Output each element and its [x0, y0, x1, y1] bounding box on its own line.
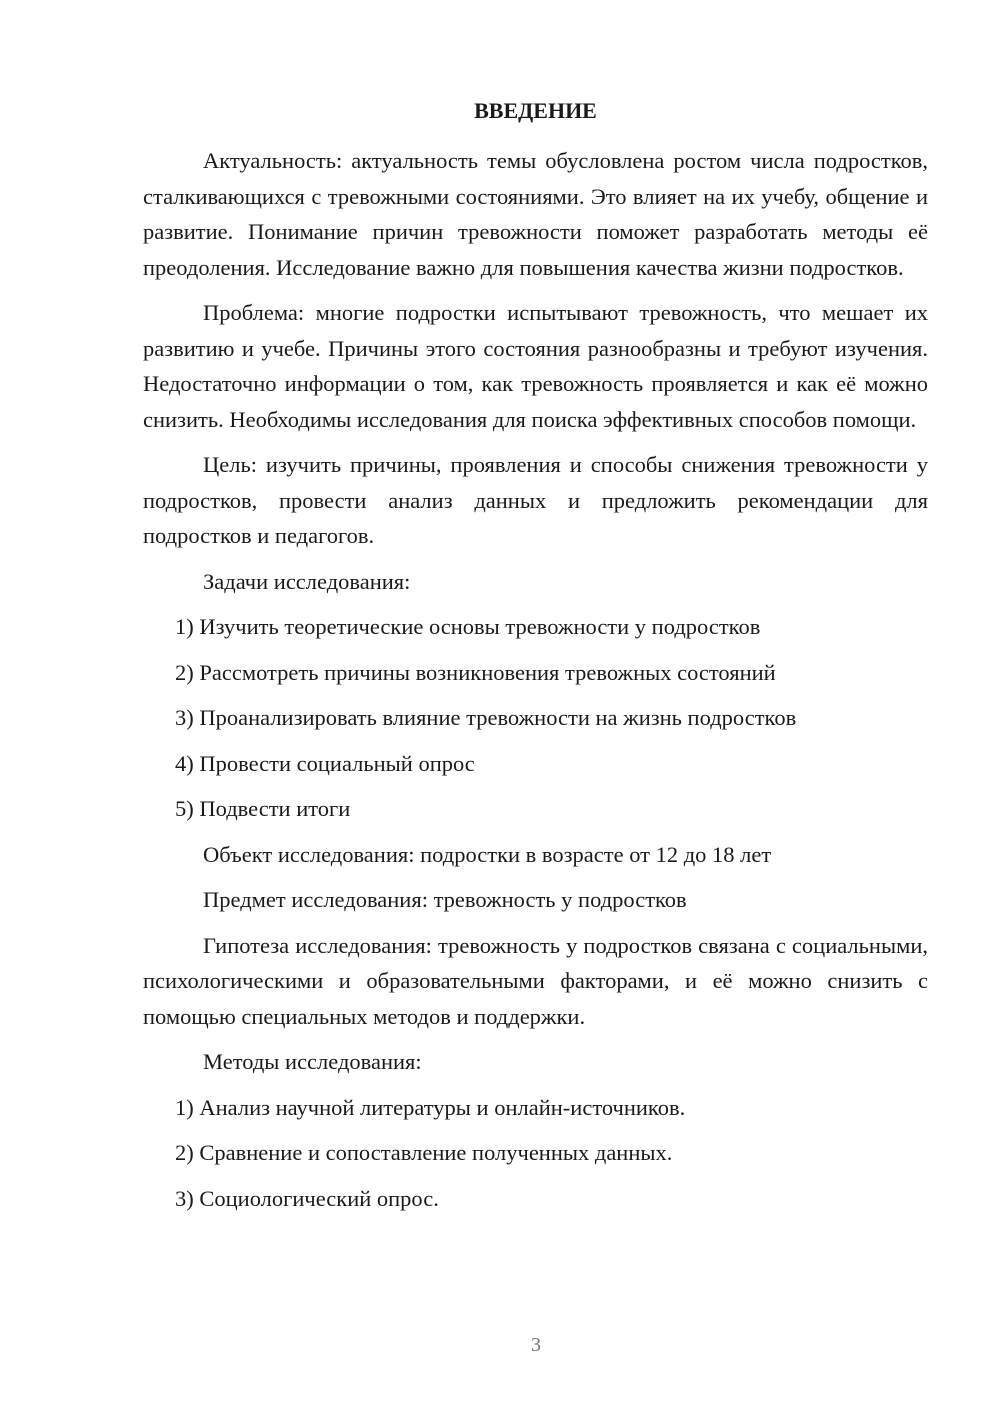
- hypothesis-paragraph: Гипотеза исследования: тревожность у подростков связана с социальными, психологическими и образовательными факторами, и её можно снизить с помощью специальных методов и поддержки.: [143, 932, 928, 1029]
- relevance-paragraph: Актуальность: актуальность темы обусловлена ростом числа подростков, сталкивающихся с тревожными состояниями. Это влияет на их учебу, общение и развитие. Понимание причин тревожности поможет разработать методы её преодоления. Исследование важно для повышения качества жизни подростков.: [143, 148, 928, 280]
- problem-paragraph: Проблема: многие подростки испытывают тревожность, что мешает их развитию и учебе. Причины этого состояния разнообразны и требуют изучения. Недостаточно информации о том, как тревожность проявляется и как её можно снизить. Необходимы исследования для поиска эффективных способов помощи.: [143, 300, 928, 432]
- task-item: 3) Проанализировать влияние тревожности на жизнь подростков: [175, 705, 797, 730]
- task-item: 5) Подвести итоги: [175, 796, 351, 821]
- tasks-heading: Задачи исследования:: [203, 568, 411, 594]
- task-item: 4) Провести социальный опрос: [175, 750, 475, 776]
- research-object: Объект исследования: подростки в возрасте от 12 до 18 лет: [203, 841, 772, 867]
- research-subject: Предмет исследования: тревожность у подростков: [203, 887, 687, 912]
- page-number: 3: [531, 1334, 541, 1356]
- goal-paragraph: Цель: изучить причины, проявления и способы снижения тревожности у подростков, провести анализ данных и предложить рекомендации для подростков и педагогов.: [143, 452, 928, 548]
- method-item: 3) Социологический опрос.: [175, 1185, 439, 1211]
- page-title: ВВЕДЕНИЕ: [474, 98, 597, 123]
- document-body: [143, 143, 928, 1226]
- method-item: 2) Сравнение и сопоставление полученных данных.: [175, 1140, 673, 1165]
- methods-heading: Методы исследования:: [203, 1049, 422, 1074]
- task-item: 2) Рассмотреть причины возникновения тревожных состояний: [175, 659, 776, 685]
- method-item: 1) Анализ научной литературы и онлайн-источников.: [175, 1094, 686, 1120]
- task-item: 1) Изучить теоретические основы тревожности у подростков: [175, 614, 761, 639]
